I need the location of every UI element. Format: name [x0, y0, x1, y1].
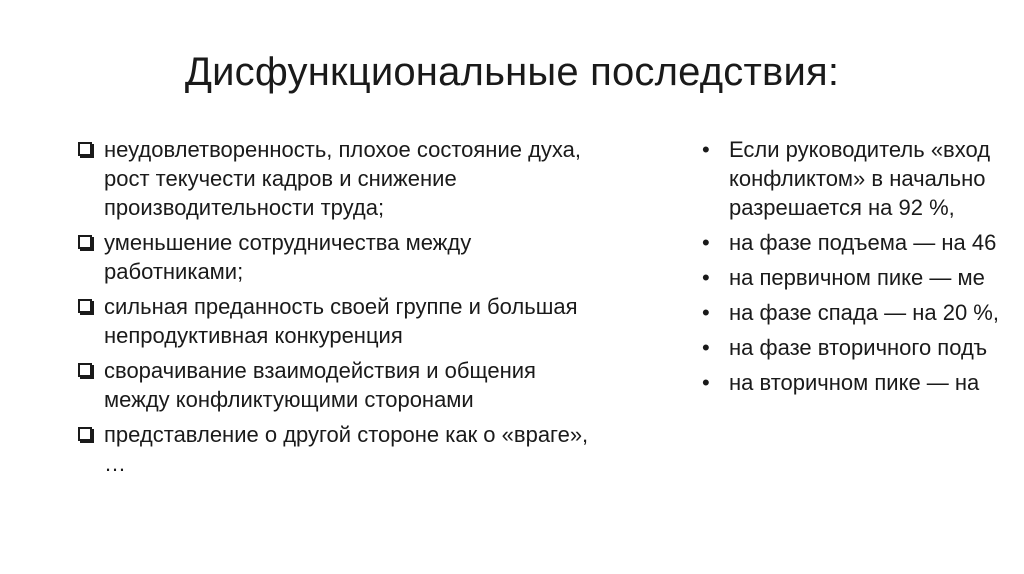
list-item — [76, 420, 676, 478]
consequences-list — [76, 135, 676, 484]
list-item — [76, 228, 676, 286]
list-item — [76, 292, 676, 350]
bullet-dot-icon: • — [702, 370, 710, 395]
list-item-text: производительности труда; — [104, 195, 385, 220]
list-item-text: представление о другой стороне как о «враге», — [104, 422, 589, 447]
list-item-text: уменьшение сотрудничества между — [104, 230, 472, 255]
checkbox-bullet-icon — [78, 427, 92, 441]
list-item — [76, 135, 676, 222]
checkbox-bullet-icon — [78, 299, 92, 313]
list-item-text: на фазе подъема — на 46 — [729, 230, 997, 255]
list-item-text: Если руководитель «вход — [729, 137, 991, 162]
list-item-text: на фазе вторичного подъ — [729, 335, 988, 360]
bullet-dot-icon: • — [702, 335, 710, 360]
list-item — [700, 135, 1024, 222]
list-item — [700, 333, 1024, 362]
list-item-text: сильная преданность своей группе и большая — [104, 294, 578, 319]
list-item-text: на фазе спада — на 20 %, — [729, 300, 999, 325]
list-item — [700, 228, 1024, 257]
list-item — [700, 263, 1024, 292]
bullet-dot-icon: • — [702, 265, 710, 290]
list-item-text: непродуктивная конкуренция — [104, 323, 403, 348]
list-item — [700, 368, 1024, 397]
list-item-text: между конфликтующими сторонами — [104, 387, 474, 412]
list-item-text: рост текучести кадров и снижение — [104, 166, 457, 191]
list-item-text: конфликтом» в начально — [729, 166, 986, 191]
list-item-text: на первичном пике — ме — [729, 265, 985, 290]
list-item — [700, 298, 1024, 327]
resolution-stats-list — [700, 135, 1024, 403]
bullet-dot-icon: • — [702, 300, 710, 325]
checkbox-bullet-icon — [78, 142, 92, 156]
bullet-dot-icon: • — [702, 230, 710, 255]
list-item-text: работниками; — [104, 259, 244, 284]
list-item-text: … — [104, 451, 126, 476]
checkbox-bullet-icon — [78, 363, 92, 377]
list-item-text: разрешается на 92 %, — [729, 195, 955, 220]
slide-title: Дисфункциональные последствия: — [184, 50, 840, 94]
bullet-dot-icon: • — [702, 137, 710, 162]
list-item-text: сворачивание взаимодействия и общения — [104, 358, 536, 383]
list-item-text: неудовлетворенность, плохое состояние духа, — [104, 137, 582, 162]
list-item — [76, 356, 676, 414]
checkbox-bullet-icon — [78, 235, 92, 249]
list-item-text: на вторичном пике — на — [729, 370, 980, 395]
